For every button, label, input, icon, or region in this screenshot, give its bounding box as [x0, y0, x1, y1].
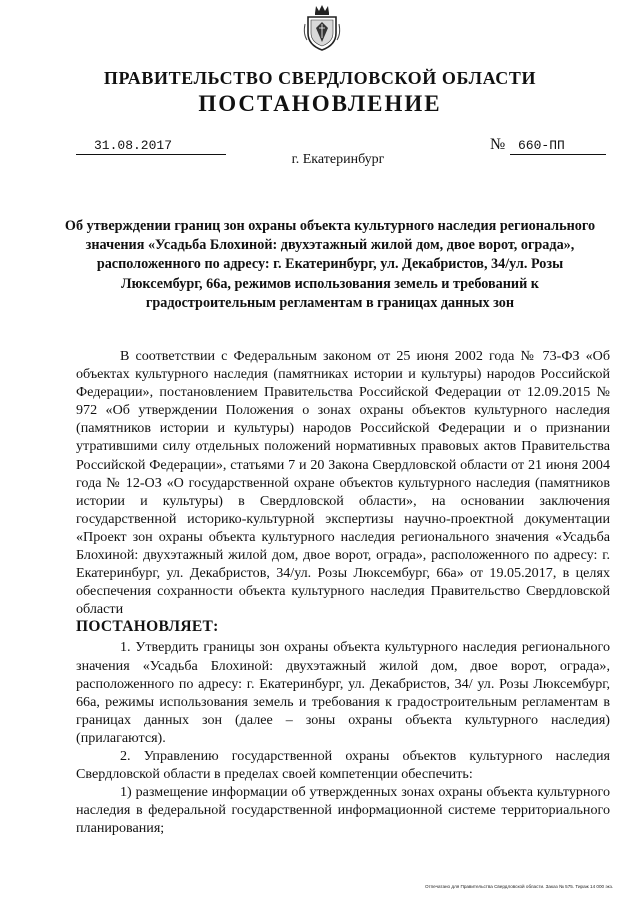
document-number: 660-ПП — [510, 138, 606, 155]
item-2-1-paragraph: 1) размещение информации об утвержденных зонах охраны объекта культурного наследия в федеральной государственной информационной системе территориального планирования; — [76, 784, 610, 837]
decree-heading: ПОСТАНОВЛЯЕТ: — [76, 618, 219, 636]
sverdlovsk-coat-of-arms-icon — [302, 2, 342, 52]
item-1-paragraph: 1. Утвердить границы зон охраны объекта культурного наследия регионального значения «Усадьба Блохиной: двухэтажный жилой дом, двое ворот, ограда», расположенного по адресу: г. Екатеринбург, ул. Декабристов, 34/ ул. Розы Люксембург, 66а, режимы использования земель и требования к градостроительным регламентам в границах данных зон (далее – зоны охраны объекта культурного наследия) (прилагаются). — [76, 639, 610, 746]
document-body — [76, 347, 610, 837]
document-date: 31.08.2017 — [76, 138, 226, 155]
print-footer: Отпечатано для Правительства Свердловской области. Заказ № 575. Тираж 14 000 экз. — [425, 884, 614, 889]
number-sign: № — [490, 136, 506, 153]
preamble-paragraph: В соответствии с Федеральным законом от 25 июня 2002 года № 73-ФЗ «Об объектах культурного наследия (памятниках истории и культуры) народов Российской Федерации», постановлением Правительства Российской Федерации от 12.09.2015 № 972 «Об утверждении Положения о зонах охраны объектов культурного наследия (памятников истории и культуры) народов Российской Федерации и о признании утратившими силу отдельных положений нормативных правовых актов Правительства Российской Федерации», статьями 7 и 20 Закона Свердловской области от 21 июня 2004 года № 12-ОЗ «О государственной охране объектов культурного наследия (памятников истории и культуры) в Свердловской области», на основании заключения государственной историко-культурной экспертизы научно-проектной документации «Проект зон охраны объекта культурного наследия регионального значения «Усадьба Блохиной: двухэтажный жилой дом, двое ворот, ограда», расположенного по адресу: г. Екатеринбург, ул. Декабристов, 34/ул. Розы Люксембург, 66а» от 19.05.2017, в целях обеспечения сохранности объекта культурного наследия Правительство Свердловской области — [76, 348, 610, 618]
organization-name: ПРАВИТЕЛЬСТВО СВЕРДЛОВСКОЙ ОБЛАСТИ — [103, 68, 537, 88]
city: г. Екатеринбург — [291, 152, 385, 167]
document-type: ПОСТАНОВЛЕНИЕ — [198, 91, 442, 116]
item-2-paragraph: 2. Управлению государственной охраны объектов культурного наследия Свердловской области в пределах своей компетенции обеспечить: — [76, 747, 610, 783]
document-title: Об утверждении границ зон охраны объекта культурного наследия регионального значения «Усадьба Блохиной: двухэтажный жилой дом, двое ворот, ограда», расположенного по адресу: г. Екатеринбург, ул. Декабристов, 34/ул. Розы Люксембург, 66а, режимов использования земель и требований к градостроительным регламентам в границах данных зон — [64, 218, 596, 311]
